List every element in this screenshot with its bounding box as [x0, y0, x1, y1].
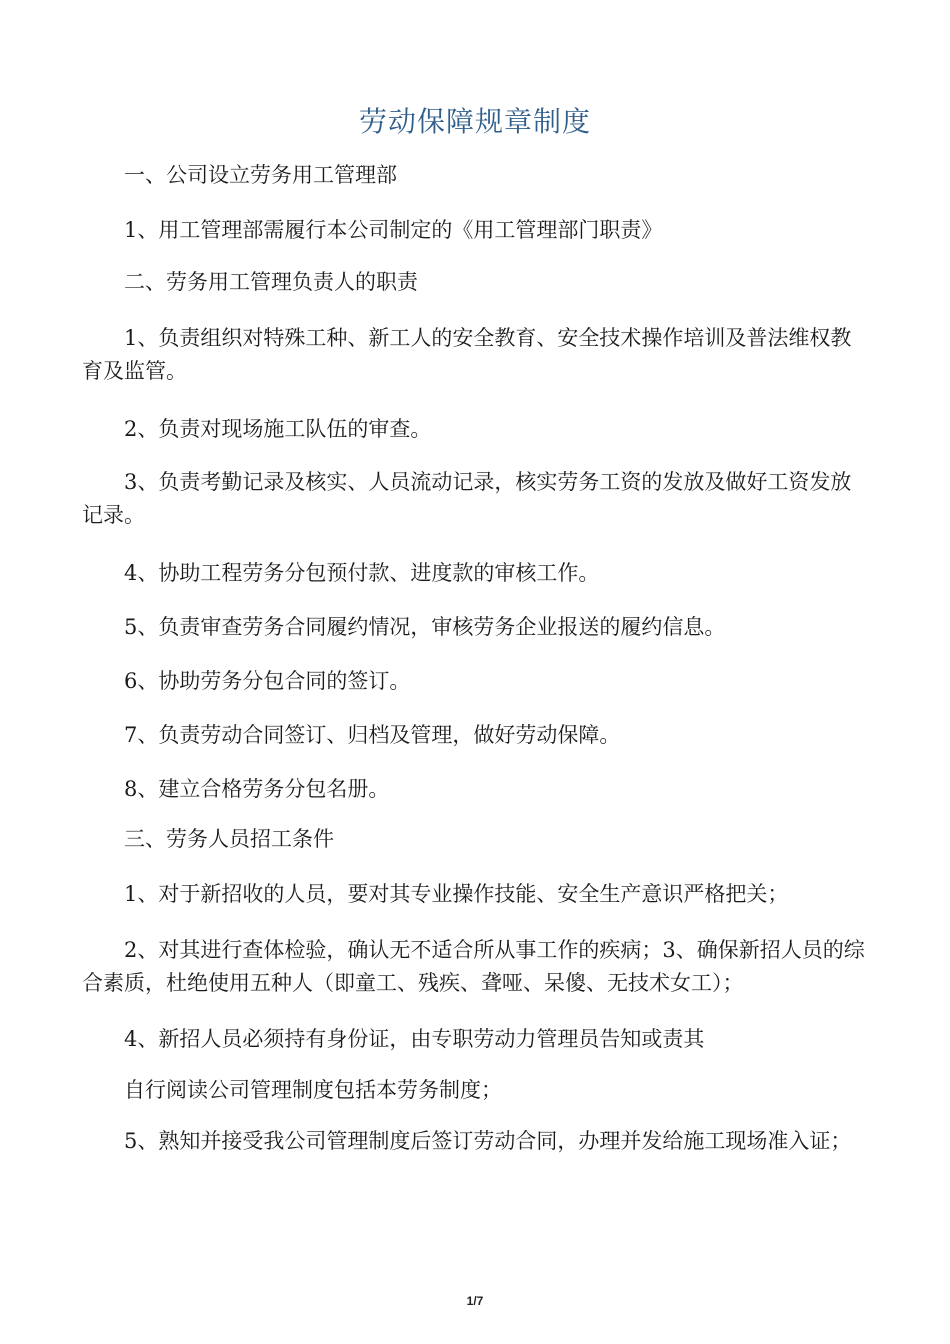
paragraph: 4、协助工程劳务分包预付款、进度款的审核工作。 [124, 561, 600, 585]
section-heading-2: 二、劳务用工管理负责人的职责 [124, 270, 418, 294]
page-number: 1/7 [466, 1294, 484, 1308]
document-title: 劳动保障规章制度 [358, 105, 591, 138]
paragraph: 1、用工管理部需履行本公司制定的《用工管理部门职责》 [124, 218, 663, 242]
paragraph: 5、熟知并接受我公司管理制度后签订劳动合同，办理并发给施工现场准入证； [124, 1129, 852, 1153]
section-heading-3: 三、劳务人员招工条件 [124, 827, 334, 851]
paragraph: 4、新招人员必须持有身份证，由专职劳动力管理员告知或责其 [124, 1027, 705, 1051]
paragraph: 2、负责对现场施工队伍的审查。 [124, 417, 432, 441]
paragraph: 5、负责审查劳务合同履约情况，审核劳务企业报送的履约信息。 [124, 615, 726, 639]
paragraph: 8、建立合格劳务分包名册。 [124, 777, 390, 801]
paragraph: 自行阅读公司管理制度包括本劳务制度； [124, 1078, 502, 1102]
paragraph: 6、协助劳务分包合同的签订。 [124, 669, 411, 693]
paragraph: 2、对其进行查体检验，确认无不适合所从事工作的疾病；3、确保新招人员的综合素质，杜绝使用五种人（即童工、残疾、聋哑、呆傻、无技术女工）； [82, 938, 865, 995]
paragraph: 7、负责劳动合同签订、归档及管理，做好劳动保障。 [124, 723, 621, 747]
section-heading-1: 一、公司设立劳务用工管理部 [124, 163, 397, 187]
paragraph: 1、对于新招收的人员，要对其专业操作技能、安全生产意识严格把关； [124, 882, 789, 906]
paragraph: 3、负责考勤记录及核实、人员流动记录，核实劳务工资的发放及做好工资发放记录。 [82, 470, 852, 527]
paragraph: 1、负责组织对特殊工种、新工人的安全教育、安全技术操作培训及普法维权教育及监管。 [82, 326, 852, 383]
